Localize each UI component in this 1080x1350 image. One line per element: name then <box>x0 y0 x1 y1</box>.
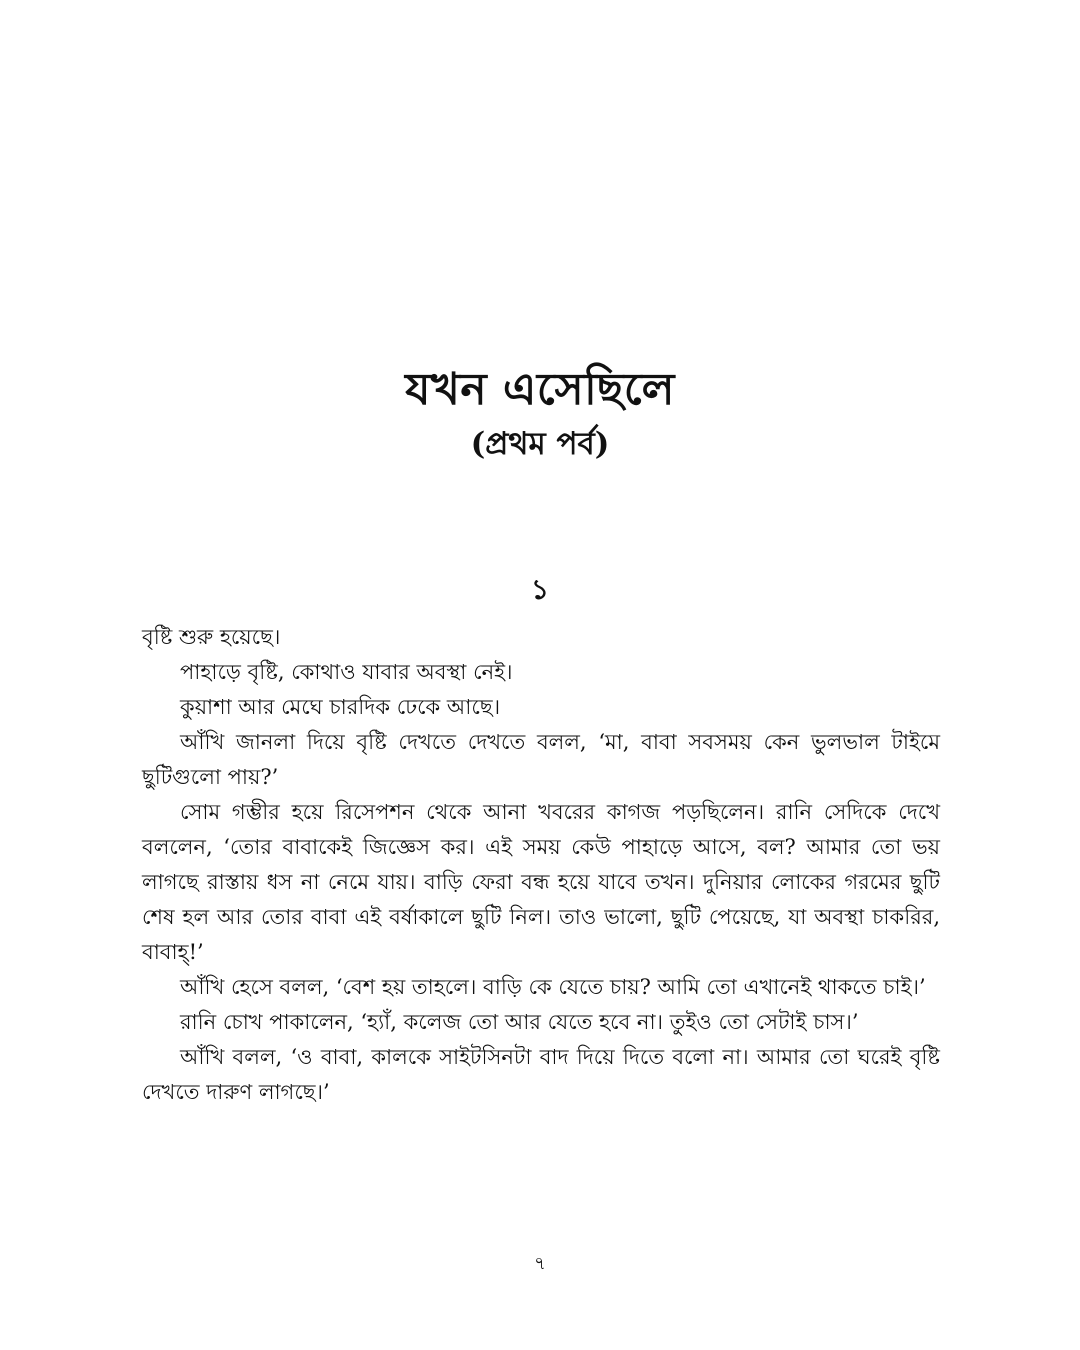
page-number: ৭ <box>534 1253 546 1274</box>
story-subtitle: (প্রথম পর্ব) <box>470 426 610 462</box>
paragraph: পাহাড়ে বৃষ্টি, কোথাও যাবার অবস্থা নেই। <box>180 660 513 684</box>
paragraph: আঁখি হেসে বলল, ‘বেশ হয় তাহলে। বাড়ি কে যেতে চায়? আমি তো এখানেই থাকতে চাই।’ <box>180 975 926 999</box>
paragraph: রানি চোখ পাকালেন, ‘হ্যাঁ, কলেজ তো আর যেতে হবে না। তুইও তো সেটাই চাস।’ <box>180 1010 859 1034</box>
chapter-number: ১ <box>530 573 550 606</box>
paragraph: কুয়াশা আর মেঘে চারদিক ঢেকে আছে। <box>180 695 501 719</box>
paragraph: আঁখি বলল, ‘ও বাবা, কালকে সাইটসিনটা বাদ দিয়ে দিতে বলো না। আমার তো ঘরেই বৃষ্টি দেখতে দারুণ লাগছে।’ <box>142 1045 940 1104</box>
paragraph: আঁখি জানলা দিয়ে বৃষ্টি দেখতে দেখতে বলল, ‘মা, বাবা সবসময় কেন ভুলভাল টাইমে ছুটিগুলো পায়?’ <box>142 730 940 789</box>
paragraph: বৃষ্টি শুরু হয়েছে। <box>142 625 281 649</box>
story-body <box>142 620 940 1110</box>
story-title: যখন এসেছিলে <box>405 364 675 415</box>
paragraph: সোম গম্ভীর হয়ে রিসেপশন থেকে আনা খবরের কাগজ পড়ছিলেন। রানি সেদিকে দেখে বললেন, ‘তোর বাবাকেই জিজ্ঞেস কর। এই সময় কেউ পাহাড়ে আসে, বল? আমার তো ভয় লাগছে রাস্তায় ধস না নেমে যায়। বাড়ি ফেরা বন্ধ হয়ে যাবে তখন। দুনিয়ার লোকের গরমের ছুটি শেষ হল আর তোর বাবা এই বর্ষাকালে ছুটি নিল। তাও ভালো, ছুটি পেয়েছে, যা অবস্থা চাকরির, বাবাহ্!’ <box>142 800 940 964</box>
